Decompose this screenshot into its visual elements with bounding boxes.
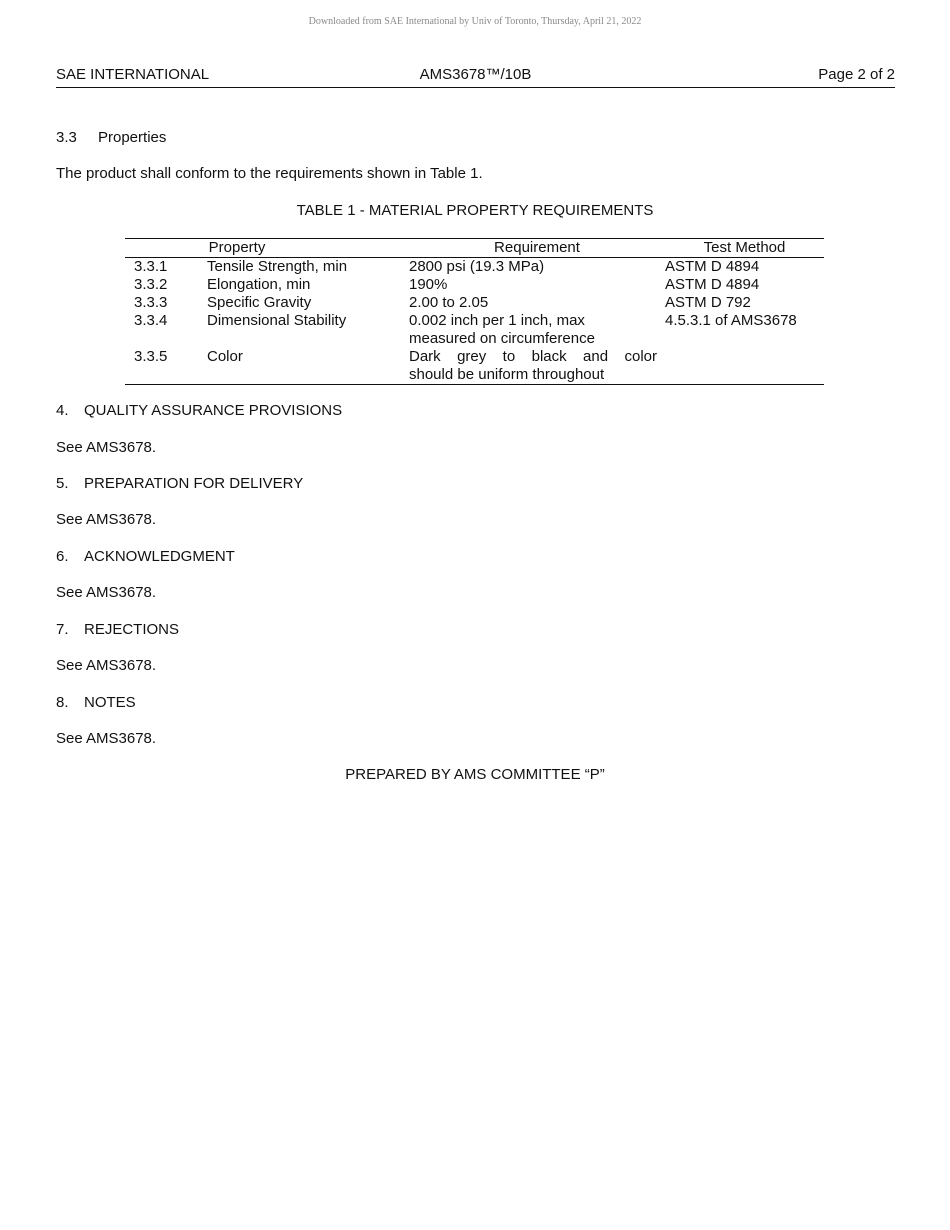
section-8-body: See AMS3678. (56, 730, 157, 747)
row-requirement (409, 348, 665, 385)
row-requirement: 190% (409, 276, 448, 293)
row-number: 3.3.3 (134, 294, 168, 311)
page-number: Page 2 of 2 (818, 66, 895, 83)
document-number: AMS3678™/10B (419, 66, 532, 83)
section-3-3-heading (56, 129, 166, 146)
publisher-name: SAE INTERNATIONAL (56, 66, 210, 83)
requirement-line: 0.002 inch per 1 inch, max (409, 312, 585, 329)
requirement-line: measured on circumference (409, 330, 595, 347)
section-number: 7. (56, 621, 69, 638)
section-title: NOTES (84, 694, 136, 711)
section-number: 6. (56, 548, 69, 565)
section-number: 5. (56, 475, 69, 492)
table-header-row (125, 239, 824, 258)
requirement-line: Dark grey to black and color (409, 348, 657, 365)
row-property: Tensile Strength, min (207, 258, 348, 275)
section-title: Properties (98, 129, 167, 146)
section-number: 4. (56, 402, 69, 419)
prepared-by: PREPARED BY AMS COMMITTEE “P” (345, 766, 605, 783)
table-row (125, 348, 824, 385)
row-test-method: ASTM D 4894 (665, 258, 760, 275)
section-3-3-body: The product shall conform to the requirements shown in Table 1. (56, 165, 483, 182)
row-number: 3.3.2 (134, 276, 168, 293)
table-row (125, 258, 824, 277)
material-property-table (125, 238, 824, 385)
section-title: PREPARATION FOR DELIVERY (84, 475, 304, 492)
row-test-method (665, 348, 824, 385)
row-requirement (409, 312, 665, 348)
section-title: ACKNOWLEDGMENT (84, 548, 235, 565)
table-title: TABLE 1 - MATERIAL PROPERTY REQUIREMENTS (296, 202, 654, 219)
header-test-method: Test Method (665, 239, 824, 258)
row-property: Dimensional Stability (207, 312, 347, 329)
row-number: 3.3.4 (134, 312, 168, 329)
table-row (125, 312, 824, 348)
section-4-heading (56, 402, 342, 419)
table-row (125, 276, 824, 294)
header-property: Property (125, 239, 409, 258)
requirement-line: should be uniform throughout (409, 366, 605, 383)
row-property: Elongation, min (207, 276, 311, 293)
row-number: 3.3.1 (134, 258, 168, 275)
section-number: 8. (56, 694, 69, 711)
section-6-body: See AMS3678. (56, 584, 157, 601)
row-property: Color (207, 348, 409, 385)
download-watermark: Downloaded from SAE International by Univ of Toronto, Thursday, April 21, 2022 (308, 16, 642, 27)
section-6-heading (56, 548, 235, 565)
section-5-body: See AMS3678. (56, 511, 157, 528)
row-property: Specific Gravity (207, 294, 312, 311)
row-requirement: 2800 psi (19.3 MPa) (409, 258, 545, 275)
section-title: QUALITY ASSURANCE PROVISIONS (84, 402, 343, 419)
section-7-heading (56, 621, 179, 638)
section-5-heading (56, 475, 303, 492)
section-4-body: See AMS3678. (56, 439, 157, 456)
table-row (125, 294, 824, 312)
row-requirement: 2.00 to 2.05 (409, 294, 489, 311)
section-8-heading (56, 694, 136, 711)
header-requirement: Requirement (409, 239, 665, 258)
section-title: REJECTIONS (84, 621, 180, 638)
row-test-method: 4.5.3.1 of AMS3678 (665, 312, 797, 329)
section-7-body: See AMS3678. (56, 657, 157, 674)
row-test-method: ASTM D 792 (665, 294, 751, 311)
row-test-method: ASTM D 4894 (665, 276, 760, 293)
row-number: 3.3.5 (125, 348, 207, 385)
section-number: 3.3 (56, 129, 77, 146)
page-header (56, 66, 895, 88)
